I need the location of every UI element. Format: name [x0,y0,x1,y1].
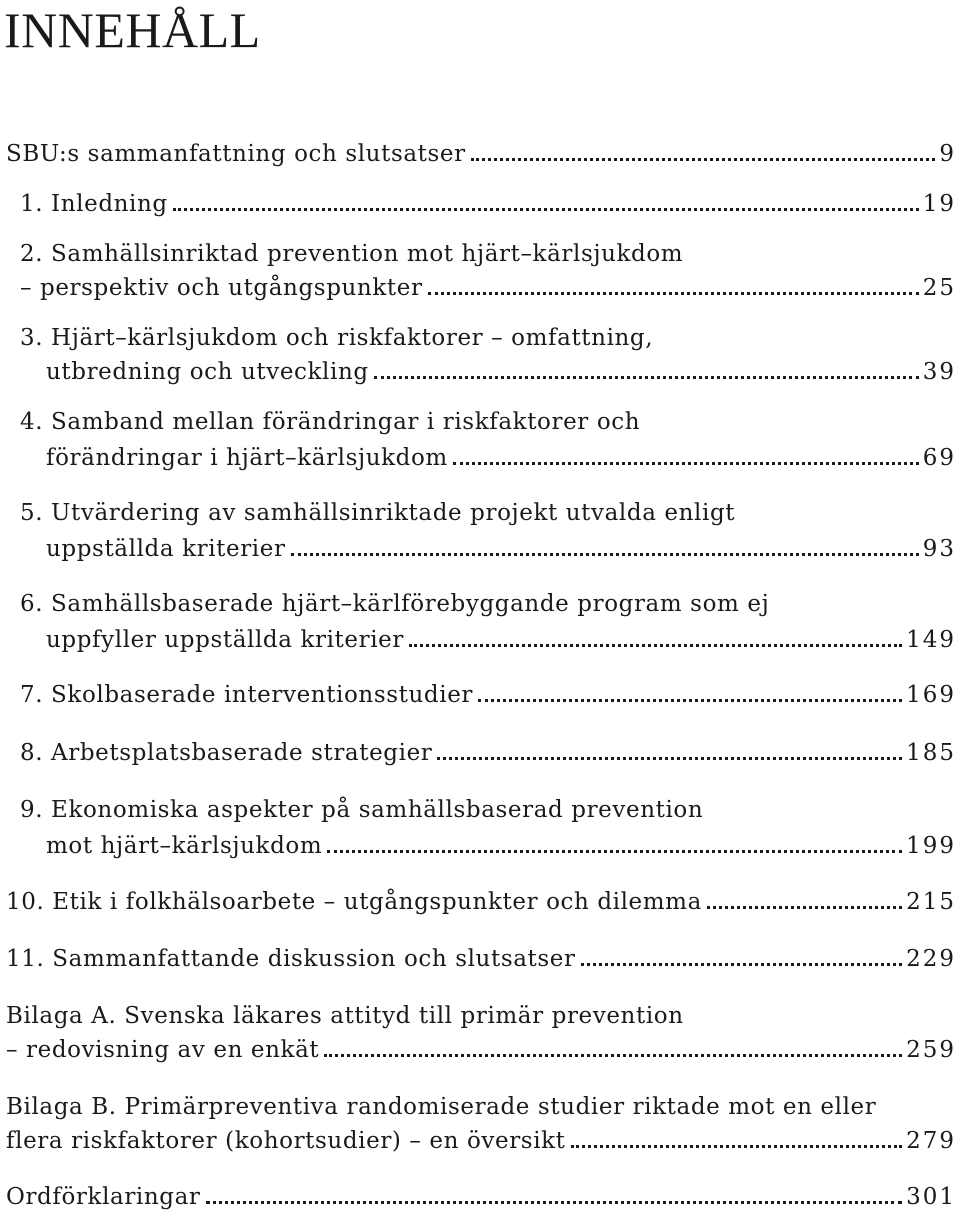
toc-page-number: 199 [906,833,956,859]
dot-leader [324,1053,902,1057]
dot-leader [471,157,936,161]
dot-leader [327,849,902,853]
dot-leader [291,552,919,556]
toc-entry-label: 11. Sammanfattande diskussion och slutsatser [6,946,576,972]
toc-entry-label-continued: uppfyller uppställda kriterier [46,627,404,653]
toc-entry-label: Bilaga B. Primärpreventiva randomiserade studier riktade mot en eller [6,1094,877,1120]
toc-page-number: 9 [939,141,956,167]
page-title: INNEHÅLL [4,2,261,58]
toc-entry-chapter-10 [0,884,956,920]
toc-entry-label: Ordförklaringar [6,1184,201,1210]
toc-entry-appendix-b [0,1123,956,1159]
toc-entry-label: 5. Utvärdering av samhällsinriktade projekt utvalda enligt [20,500,736,526]
toc-page-number: 215 [906,889,956,915]
dot-leader [707,905,902,909]
dot-leader [206,1200,903,1204]
toc-page-number: 149 [906,627,956,653]
toc-entry-chapter-8 [0,735,956,771]
toc-entry-label: 7. Skolbaserade interventionsstudier [20,682,473,708]
dot-leader [428,291,919,295]
toc-entry-chapter-2-line-1 [0,236,956,272]
toc-entry-label: 9. Ekonomiska aspekter på samhällsbaserad prevention [20,797,704,823]
toc-entry-chapter-7 [0,677,956,713]
toc-page-number: 93 [922,536,956,562]
toc-entry-chapter-3 [0,354,956,390]
dot-leader [453,461,919,465]
toc-entry-label: 8. Arbetsplatsbaserade strategier [20,740,433,766]
toc-entry-label: 6. Samhällsbaserade hjärt–kärlförebyggande program som ej [20,591,770,617]
toc-page-number: 39 [922,359,956,385]
toc-page-number: 169 [906,682,956,708]
toc-page-number: 259 [906,1037,956,1063]
toc-entry-label-continued: förändringar i hjärt–kärlsjukdom [46,445,448,471]
toc-entry-label-continued: flera riskfaktorer (kohortsudier) – en översikt [6,1128,566,1154]
toc-entry-label: 10. Etik i folkhälsoarbete – utgångspunkter och dilemma [6,889,702,915]
toc-entry-summary [0,136,956,172]
toc-page-number: 19 [922,191,956,217]
toc-entry-appendix-b-line-1 [0,1089,956,1125]
toc-entry-label-continued: mot hjärt–kärlsjukdom [46,833,323,859]
toc-entry-chapter-5 [0,531,956,567]
toc-entry-chapter-9-line-1 [0,792,956,828]
toc-entry-chapter-1 [0,186,956,222]
toc-entry-chapter-6 [0,622,956,658]
toc-entry-appendix-a-line-1 [0,998,956,1034]
dot-leader [571,1144,903,1148]
toc-entry-chapter-11 [0,941,956,977]
toc-entry-label: 1. Inledning [20,191,168,217]
toc-entry-label: 2. Samhällsinriktad prevention mot hjärt–kärlsjukdom [20,241,684,267]
toc-entry-chapter-6-line-1 [0,586,956,622]
toc-page-number: 279 [906,1128,956,1154]
dot-leader [581,962,903,966]
toc-entry-chapter-5-line-1 [0,495,956,531]
toc-entry-chapter-9 [0,828,956,864]
toc-entry-chapter-2 [0,270,956,306]
toc-page-number: 25 [922,275,956,301]
dot-leader [437,756,902,760]
toc-entry-chapter-4-line-1 [0,404,956,440]
dot-leader [173,207,919,211]
toc-entry-chapter-3-line-1 [0,320,956,356]
toc-page-number: 185 [906,740,956,766]
toc-page-number: 301 [906,1184,956,1210]
toc-entry-label-continued: – perspektiv och utgångspunkter [20,275,423,301]
toc-entry-label: 4. Samband mellan förändringar i riskfaktorer och [20,409,641,435]
dot-leader [478,698,902,702]
toc-entry-label-continued: uppställda kriterier [46,536,286,562]
toc-entry-chapter-4 [0,440,956,476]
dot-leader [374,375,919,379]
toc-entry-label: Bilaga A. Svenska läkares attityd till primär prevention [6,1003,684,1029]
toc-entry-glossary [0,1179,956,1215]
toc-entry-label-continued: – redovisning av en enkät [6,1037,320,1063]
toc-page-number: 229 [906,946,956,972]
toc-page-number: 69 [922,445,956,471]
toc-entry-appendix-a [0,1032,956,1068]
toc-entry-label: SBU:s sammanfattning och slutsatser [6,141,466,167]
toc-entry-label: 3. Hjärt–kärlsjukdom och riskfaktorer – omfattning, [20,325,654,351]
toc-entry-label-continued: utbredning och utveckling [46,359,369,385]
dot-leader [409,643,902,647]
